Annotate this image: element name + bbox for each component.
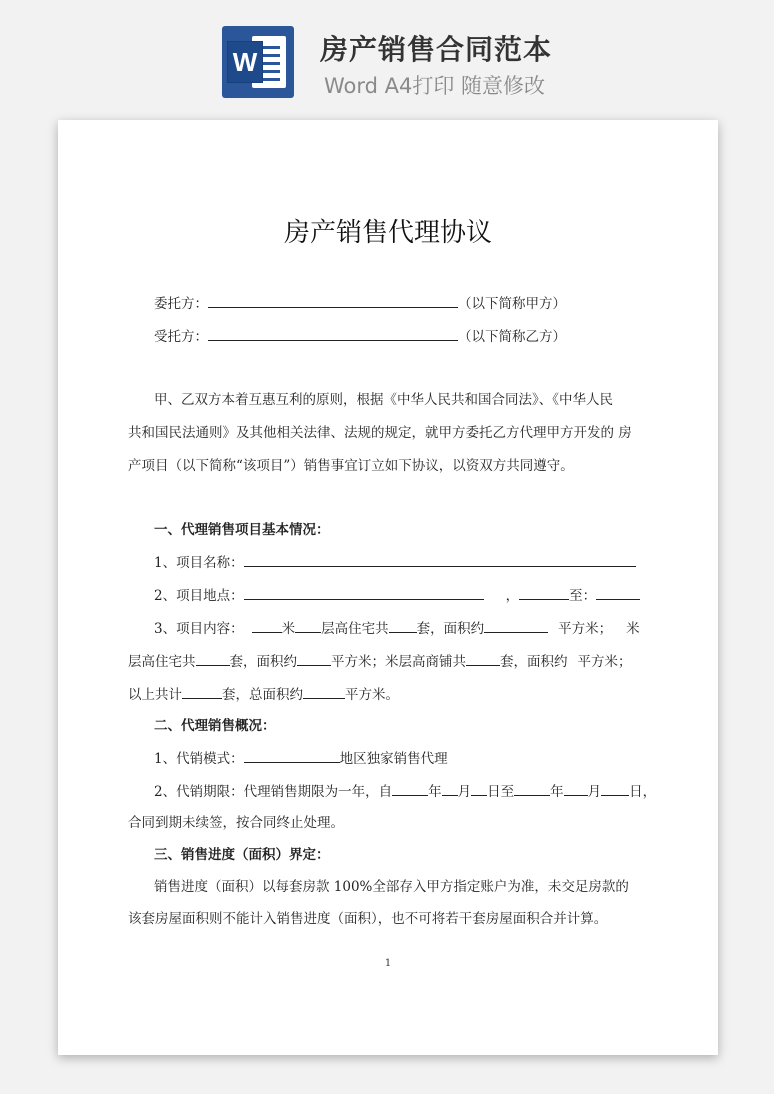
client-label: 委托方：: [154, 296, 208, 312]
client-suffix: （以下简称甲方）: [458, 296, 566, 312]
intro-line-1: 甲、乙双方本着互惠互利的原则，根据《中华人民共和国合同法》、《中华人民: [154, 392, 613, 408]
blank[interactable]: [601, 781, 629, 796]
section3-line-1: 销售进度（面积）以每套房款 100%全部存入甲方指定账户为准，未交足房款的: [154, 879, 629, 895]
blank[interactable]: [303, 684, 345, 699]
document-page: [58, 120, 718, 1055]
intro-line-2: 共和国民法通则》及其他相关法律、法规的规定，就甲方委托乙方代理甲方开发的 房: [128, 425, 632, 441]
project-location-blank-2[interactable]: [519, 585, 569, 600]
blank[interactable]: [471, 781, 487, 796]
banner-title: 房产销售合同范本: [320, 33, 553, 66]
banner-subtitle: Word A4打印 随意修改: [324, 74, 546, 98]
header-banner: [0, 0, 774, 110]
text: 套，面积约: [416, 621, 485, 637]
blank[interactable]: [466, 651, 500, 666]
text: 平方米；米层高商铺共: [331, 654, 466, 670]
location-comma: ，: [505, 588, 520, 604]
project-content-line-2: [128, 651, 632, 672]
project-name-line: [154, 552, 636, 573]
project-content-line-1: [154, 618, 640, 639]
section1-heading: 一、代理销售项目基本情况：: [154, 522, 330, 538]
sales-period-line: [154, 781, 656, 802]
project-location-blank-3[interactable]: [596, 585, 640, 600]
client-blank[interactable]: [208, 293, 458, 308]
text: 平方米；: [577, 654, 632, 670]
project-content-line-3: [128, 684, 399, 705]
project-name-label: 1、项目名称：: [154, 555, 244, 571]
text: 套，总面积约: [222, 687, 303, 703]
text: 米: [626, 621, 640, 637]
project-location-line: [154, 585, 640, 606]
intro-line-3: 产项目（以下简称“该项目”）销售事宜订立如下协议，以资双方共同遵守。: [128, 458, 574, 474]
text: 年: [550, 784, 564, 800]
sales-period-line-2: 合同到期未续签，按合同终止处理。: [128, 815, 344, 831]
project-location-blank-1[interactable]: [244, 585, 484, 600]
sales-mode-suffix: 地区独家销售代理: [339, 751, 448, 767]
agent-suffix: （以下简称乙方）: [458, 329, 566, 345]
blank[interactable]: [392, 781, 428, 796]
project-location-label: 2、项目地点：: [154, 588, 244, 604]
client-line: [154, 293, 566, 314]
text: 平方米；: [558, 621, 613, 637]
project-name-blank[interactable]: [244, 552, 636, 567]
text: 米: [281, 621, 296, 637]
agent-line: [154, 326, 566, 347]
agent-blank[interactable]: [208, 326, 458, 341]
text: 月: [587, 784, 602, 800]
text: 日至: [487, 784, 515, 800]
section3-heading: 三、销售进度（面积）界定：: [154, 847, 330, 863]
agent-label: 受托方：: [154, 329, 208, 345]
document-title: 房产销售代理协议: [283, 218, 492, 248]
text: 套，面积约: [229, 654, 297, 670]
blank[interactable]: [295, 618, 321, 633]
location-to: 至：: [569, 588, 597, 604]
blank[interactable]: [564, 781, 588, 796]
text: 日，: [629, 784, 657, 800]
blank[interactable]: [389, 618, 417, 633]
blank[interactable]: [484, 618, 548, 633]
blank[interactable]: [182, 684, 222, 699]
blank[interactable]: [514, 781, 550, 796]
word-logo-letter: W: [228, 42, 262, 82]
section3-line-2: 该套房屋面积则不能计入销售进度（面积），也不可将若干套房屋面积合并计算。: [128, 911, 608, 927]
blank[interactable]: [252, 618, 282, 633]
text: 层高住宅共: [128, 654, 196, 670]
text: 以上共计: [128, 687, 182, 703]
text: 平方米。: [345, 687, 399, 703]
text: 年: [428, 784, 442, 800]
section2-heading: 二、代理销售概况：: [154, 718, 276, 734]
word-app-icon: [222, 26, 294, 98]
sales-mode-line: [154, 748, 448, 769]
text: 层高住宅共: [321, 621, 389, 637]
text: 2、代销期限：代理销售期限为一年，自: [154, 784, 393, 800]
text: 月: [457, 784, 472, 800]
text: 套，面积约: [500, 654, 568, 670]
sales-mode-blank[interactable]: [244, 748, 340, 763]
blank[interactable]: [196, 651, 230, 666]
blank[interactable]: [442, 781, 458, 796]
blank[interactable]: [297, 651, 331, 666]
sales-mode-label: 1、代销模式：: [154, 751, 244, 767]
project-content-label: 3、项目内容：: [154, 621, 244, 637]
page-number: 1: [384, 958, 392, 969]
